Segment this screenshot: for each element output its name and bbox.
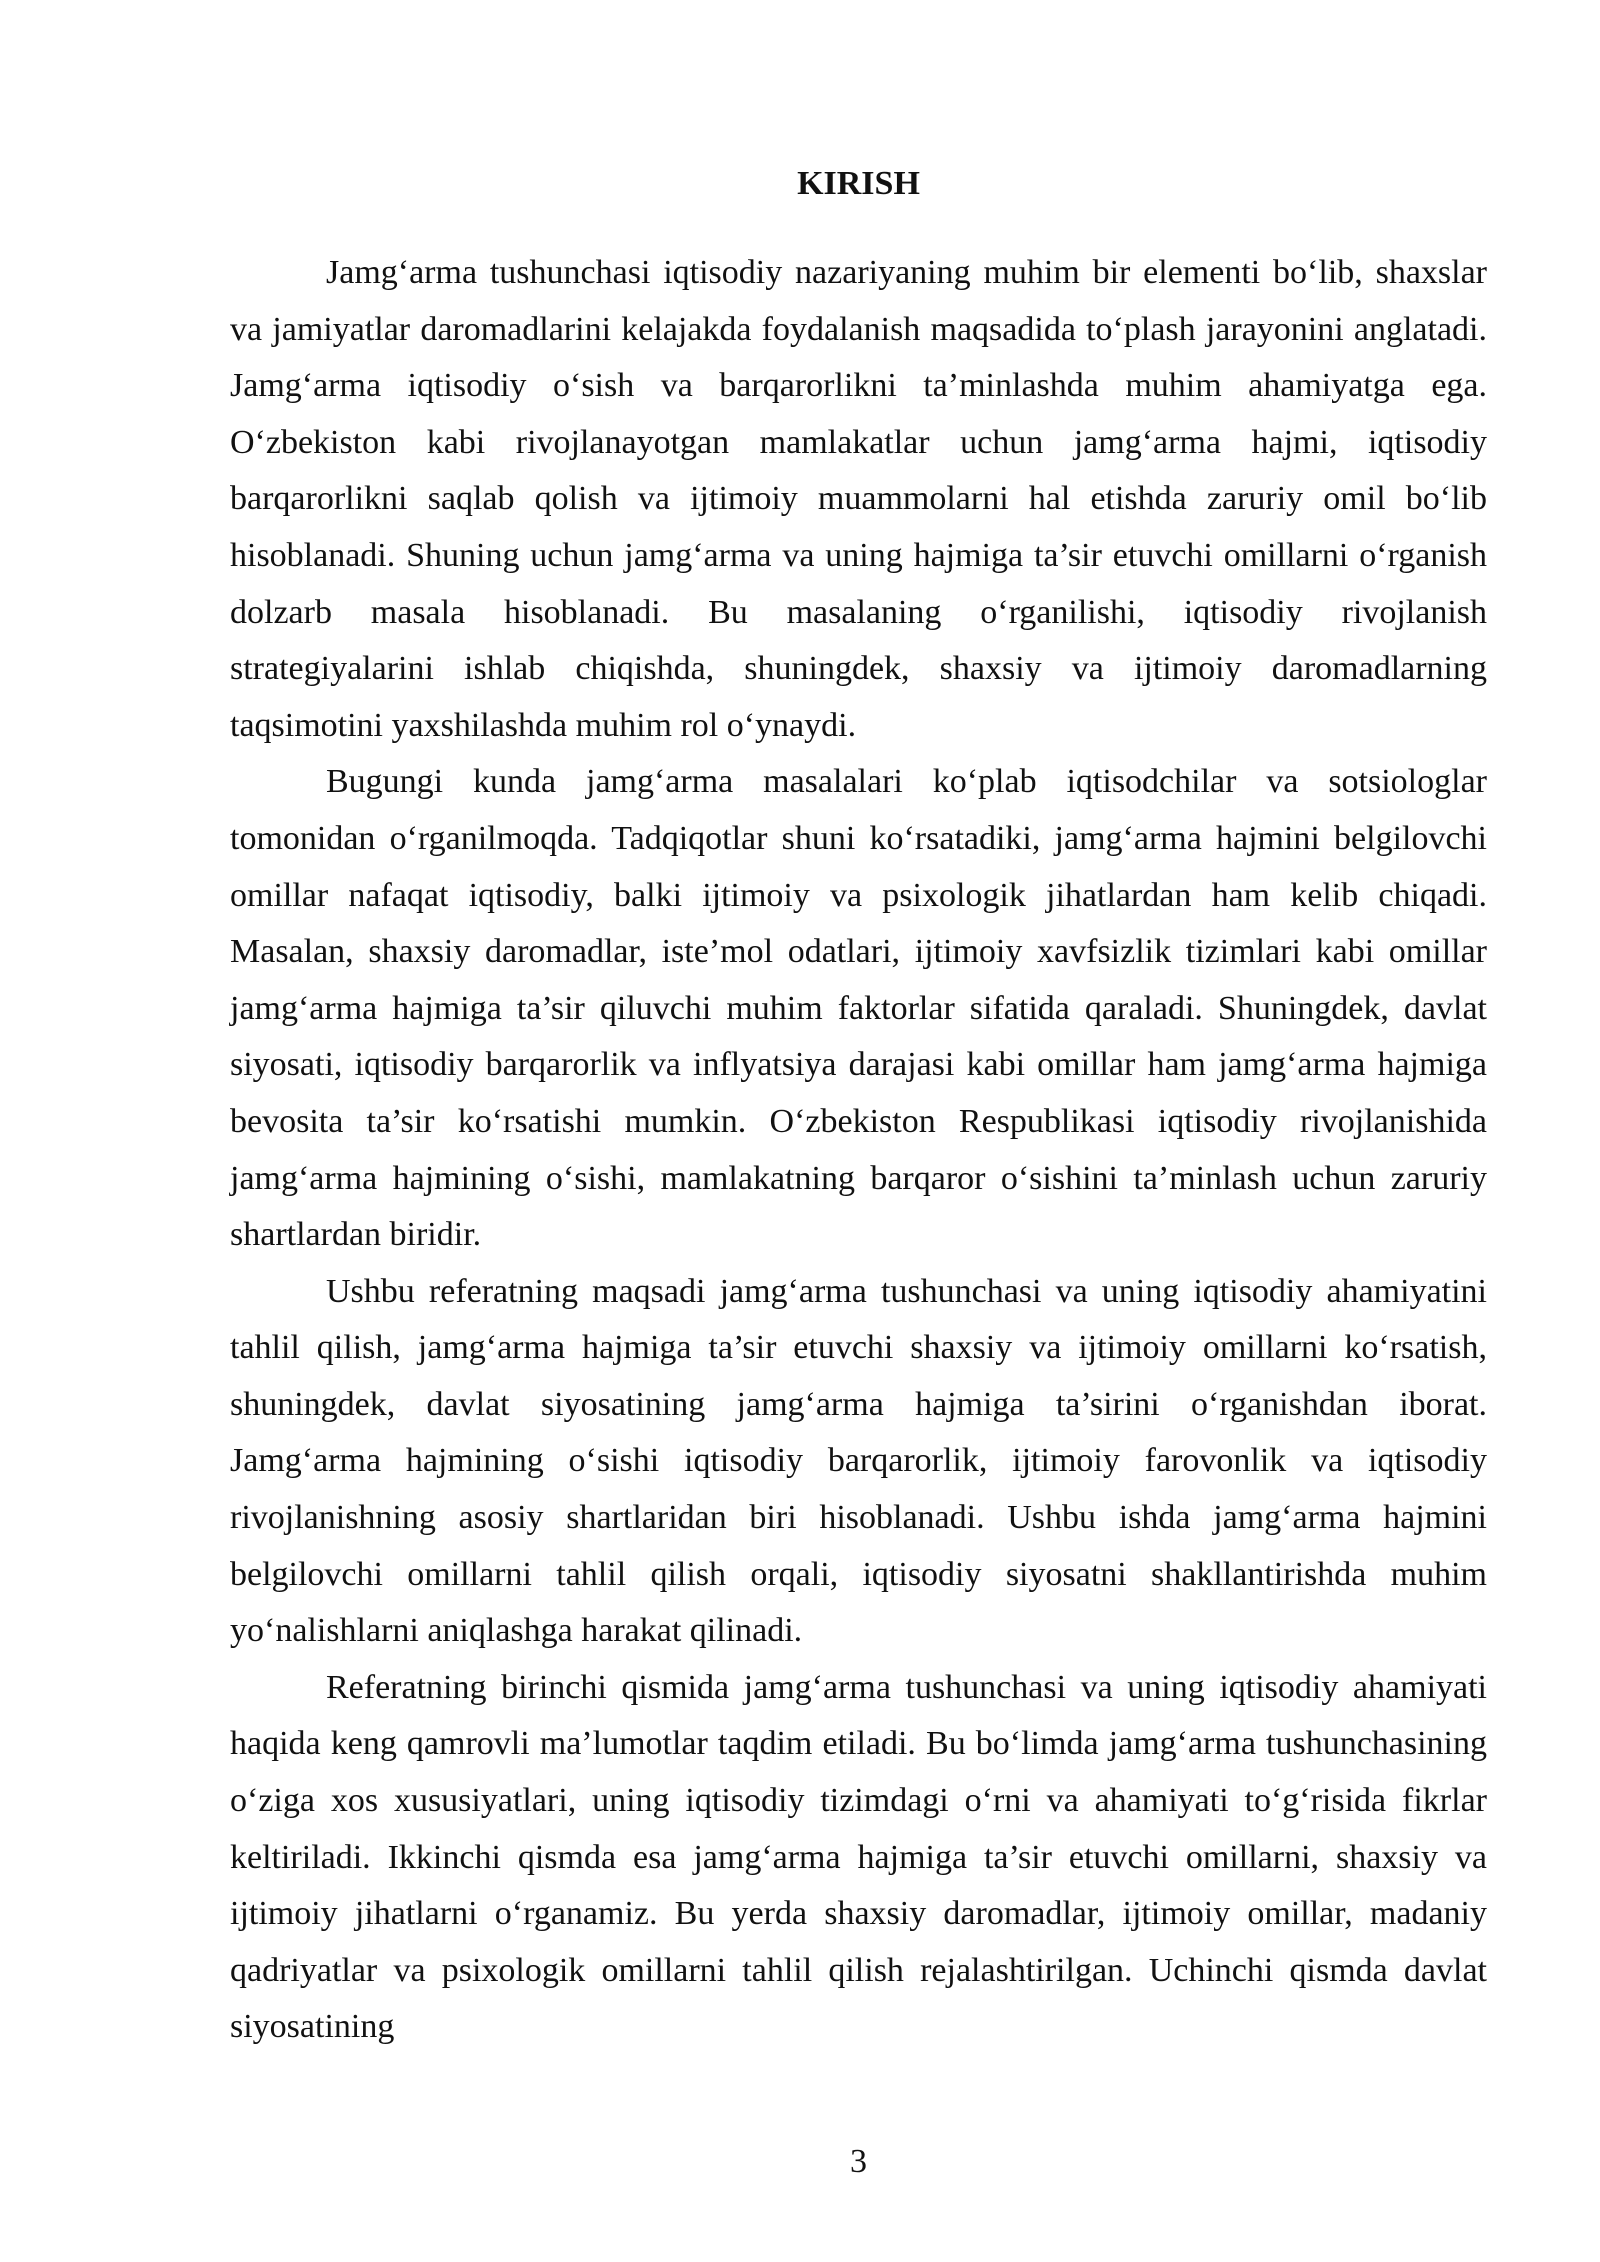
paragraph-3: Ushbu referatning maqsadi jamg‘arma tushunchasi va uning iqtisodiy ahamiyatini tahlil qilish, jamg‘arma hajmiga ta’sir etuvchi shaxsiy va ijtimoiy omillarni ko‘rsatish, shuningdek, davlat siyosatining jamg‘arma hajmiga ta’sirini o‘rganishdan iborat. Jamg‘arma hajmining o‘sishi iqtisodiy barqarorlik, ijtimoiy farovonlik va iqtisodiy rivojlanishning asosiy shartlaridan biri hisoblanadi. Ushbu ishda jamg‘arma hajmini belgilovchi omillarni tahlil qilish orqali, iqtisodiy siyosatni shakllantirishda muhim yo‘nalishlarni aniqlashga harakat qilinadi.: [230, 1272, 1487, 1650]
body-text: [230, 245, 1487, 2056]
paragraph-1: Jamg‘arma tushunchasi iqtisodiy nazariyaning muhim bir elementi bo‘lib, shaxslar va jamiyatlar daromadlarini kelajakda foydalanish maqsadida to‘plash jarayonini anglatadi. Jamg‘arma iqtisodiy o‘sish va barqarorlikni ta’minlashda muhim ahamiyatga ega. O‘zbekiston kabi rivojlanayotgan mamlakatlar uchun jamg‘arma hajmi, iqtisodiy barqarorlikni saqlab qolish va ijtimoiy muammolarni hal etishda zaruriy omil bo‘lib hisoblanadi. Shuning uchun jamg‘arma va uning hajmiga ta’sir etuvchi omillarni o‘rganish dolzarb masala hisoblanadi. Bu masalaning o‘rganilishi, iqtisodiy rivojlanish strategiyalarini ishlab chiqishda, shuningdek, shaxsiy va ijtimoiy daromadlarning taqsimotini yaxshilashda muhim rol o‘ynaydi.: [230, 254, 1487, 744]
page-title: KIRISH: [797, 165, 920, 202]
paragraph-4: Referatning birinchi qismida jamg‘arma tushunchasi va uning iqtisodiy ahamiyati haqida keng qamrovli ma’lumotlar taqdim etiladi. Bu bo‘limda jamg‘arma tushunchasining o‘ziga xos xususiyatlari, uning iqtisodiy tizimdagi o‘rni va ahamiyati to‘g‘risida fikrlar keltiriladi. Ikkinchi qismda esa jamg‘arma hajmiga ta’sir etuvchi omillarni, shaxsiy va ijtimoiy jihatlarni o‘rganamiz. Bu yerda shaxsiy daromadlar, ijtimoiy omillar, madaniy qadriyatlar va psixologik omillarni tahlil qilish rejalashtirilgan. Uchinchi qismda davlat siyosatining: [230, 1668, 1487, 2046]
page-number: 3: [850, 2143, 867, 2180]
paragraph-2: Bugungi kunda jamg‘arma masalalari ko‘plab iqtisodchilar va sotsiologlar tomonidan o‘rganilmoqda. Tadqiqotlar shuni ko‘rsatadiki, jamg‘arma hajmini belgilovchi omillar nafaqat iqtisodiy, balki ijtimoiy va psixologik jihatlardan ham kelib chiqadi. Masalan, shaxsiy daromadlar, iste’mol odatlari, ijtimoiy xavfsizlik tizimlari kabi omillar jamg‘arma hajmiga ta’sir qiluvchi muhim faktorlar sifatida qaraladi. Shuningdek, davlat siyosati, iqtisodiy barqarorlik va inflyatsiya darajasi kabi omillar ham jamg‘arma hajmiga bevosita ta’sir ko‘rsatishi mumkin. O‘zbekiston Respublikasi iqtisodiy rivojlanishida jamg‘arma hajmining o‘sishi, mamlakatning barqaror o‘sishini ta’minlash uchun zaruriy shartlardan biridir.: [230, 763, 1487, 1254]
